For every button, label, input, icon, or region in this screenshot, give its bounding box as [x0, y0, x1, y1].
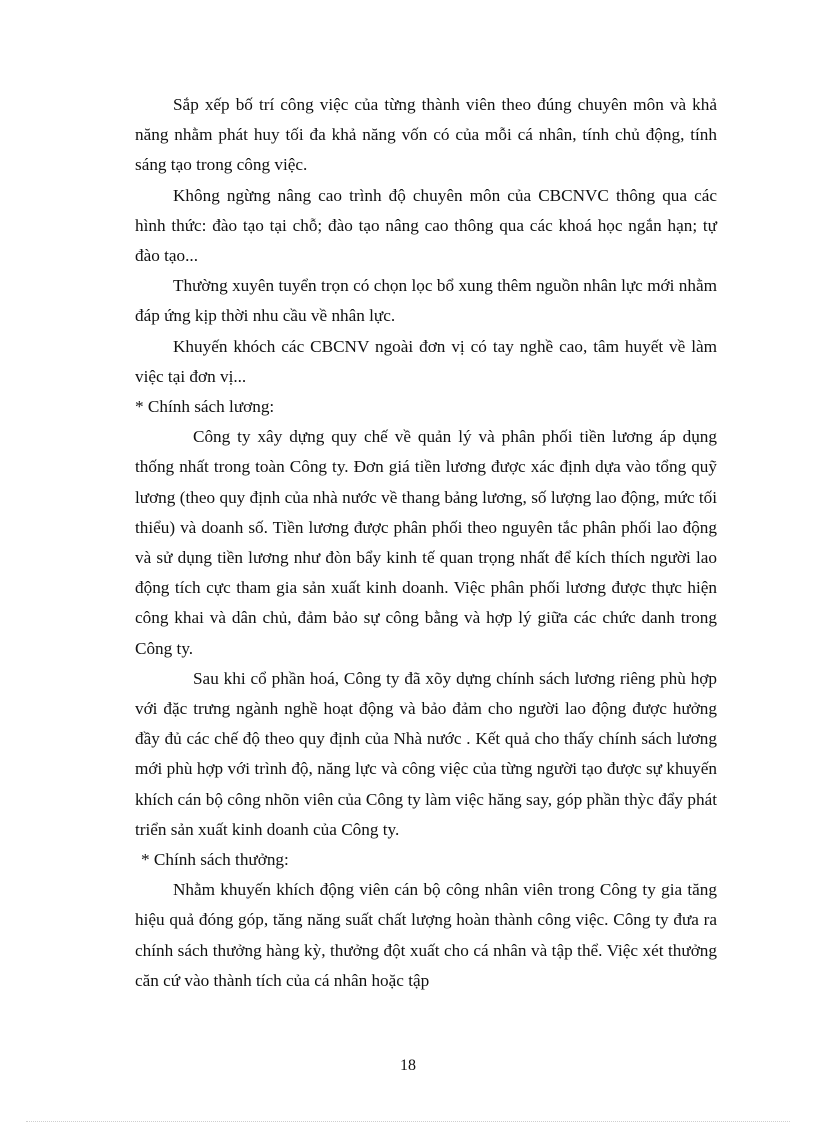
paragraph-task-assignment: Sắp xếp bố trí công việc của từng thành viên theo đúng chuyên môn và khả năng nhằm phát huy tối đa khả năng vốn có của mỗi cá nhân, tính chủ động, tính sáng tạo trong công việc. [135, 95, 717, 175]
paragraph-training: Không ngừng nâng cao trình độ chuyên môn của CBCNVC thông qua các hình thức: đào tạo tại chỗ; đào tạo nâng cao thông qua các khoá học ngắn hạn; tự đào tạo... [135, 185, 717, 266]
paragraph-salary-after-equitization: Sau khi cổ phần hoá, Công ty đã xõy dựng chính sách lương riêng phù hợp với đặc trưng ngành nghề hoạt động và bảo đảm cho người lao động được hưởng đầy đủ các chế độ theo quy định của Nhà nước . Kết quả cho thấy chính sách lương mới phù hợp với trình độ, năng lực và công việc của từng người tạo được sự khuyến khích cán bộ công nhõn viên của Công ty làm việc hăng say, góp phần thỳc đẩy phát triển sản xuất kinh doanh của Công ty. [135, 668, 717, 839]
heading-salary-policy: * Chính sách lương: [135, 397, 275, 417]
footer-divider [26, 1121, 790, 1122]
paragraph-salary-rules: Công ty xây dựng quy chế về quản lý và phân phối tiền lương áp dụng thống nhất trong toàn Công ty. Đơn giá tiền lương được xác định dựa vào tổng quỹ lương (theo quy định của nhà nước về thang bảng lương, số lượng lao động, mức tối thiểu) và doanh số. Tiền lương được phân phối theo nguyên tắc phân phối lao động và sử dụng tiền lương như đòn bẩy kinh tế quan trọng nhất để kích thích người lao động tích cực tham gia sản xuất kinh doanh. Việc phân phối lương được thực hiện công khai và dân chủ, đảm bảo sự công bằng và hợp lý giữa các chức danh trong Công ty. [135, 427, 717, 658]
paragraph-attract-staff: Khuyến khóch các CBCNV ngoài đơn vị có tay nghề cao, tâm huyết về làm việc tại đơn vị... [135, 336, 717, 386]
page-number: 18 [400, 1057, 416, 1074]
paragraph-bonus: Nhằm khuyến khích động viên cán bộ công nhân viên trong Công ty gia tăng hiệu quả đóng góp, tăng năng suất chất lượng hoàn thành công việc. Công ty đưa ra chính sách thưởng hàng kỳ, thưởng đột xuất cho cá nhân và tập thể. Việc xét thưởng căn cứ vào thành tích của cá nhân hoặc tập [135, 880, 717, 990]
heading-bonus-policy: * Chính sách thưởng: [141, 850, 289, 870]
paragraph-recruitment: Thường xuyên tuyển trọn có chọn lọc bổ xung thêm nguồn nhân lực mới nhằm đáp ứng kịp thời nhu cầu về nhân lực. [135, 276, 717, 326]
body-text [135, 90, 717, 996]
